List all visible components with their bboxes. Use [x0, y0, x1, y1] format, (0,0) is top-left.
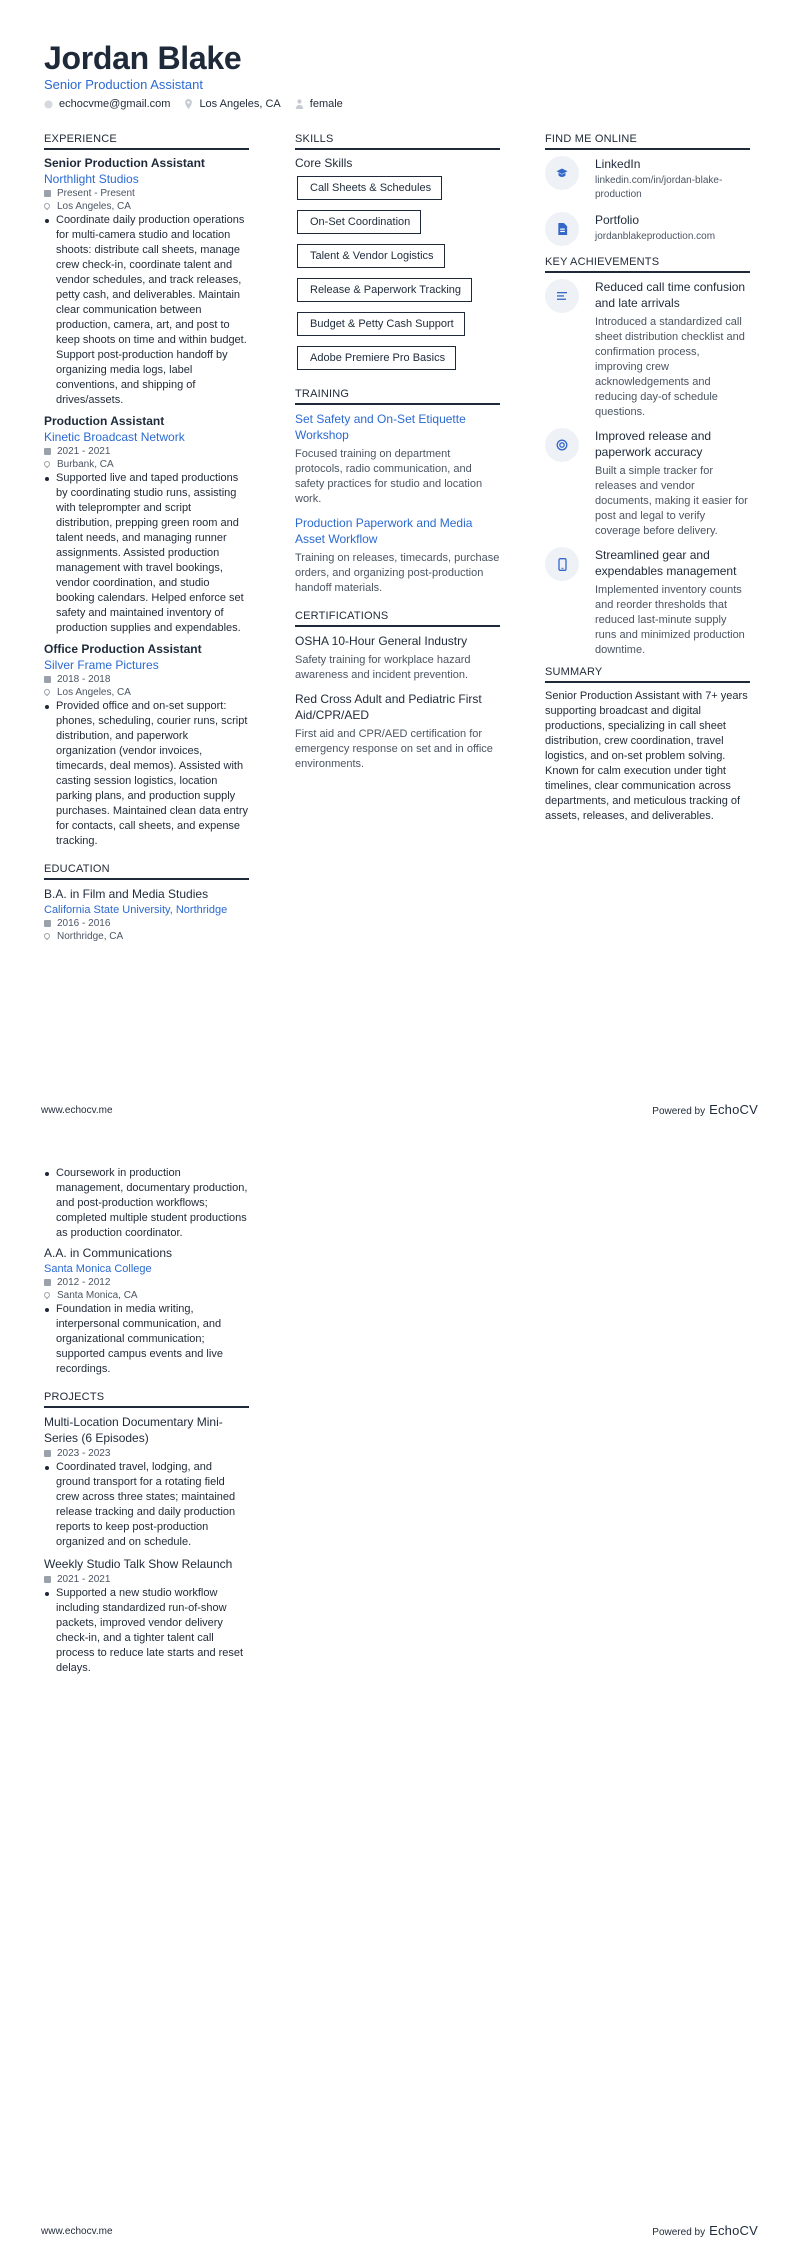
powered-by-text: Powered by — [652, 2227, 706, 2238]
project-bullet: Supported a new studio workflow including standardized run-of-show packets, improved vendor delivery check-in, and a tighter talent call process to reduce late starts and reset delays. — [44, 1586, 249, 1676]
calendar-icon — [44, 676, 51, 683]
project-bullet: Coordinated travel, lodging, and ground transport for a rotating field crew across three states; maintained release tracking and daily production reports to keep post-production organized and on schedule. — [44, 1460, 249, 1550]
contact-location — [184, 98, 280, 110]
resume-page-2 — [0, 1123, 794, 2246]
training-description: Focused training on department protocols, radio communication, and safety practices for studio and location work. — [295, 448, 483, 505]
gender-text: female — [309, 98, 343, 110]
job-role: Senior Production Assistant — [44, 156, 205, 170]
dates-text: 2021 - 2021 — [57, 446, 111, 457]
achievement-description: Built a simple tracker for releases and vendor documents, making it easier for post and legal to verify coverage before delivery. — [595, 465, 748, 537]
achievements-heading: KEY ACHIEVEMENTS — [545, 256, 750, 273]
calendar-icon — [44, 190, 51, 197]
experience-item — [44, 642, 249, 849]
skills-list — [295, 176, 500, 380]
training-title: Production Paperwork and Media Asset Workflow — [295, 516, 473, 546]
footer-site[interactable]: www.echocv.me — [41, 1105, 113, 1116]
dates-text: Present - Present — [57, 188, 135, 199]
footer-site[interactable]: www.echocv.me — [41, 2226, 113, 2237]
location-text: Los Angeles, CA — [57, 687, 131, 698]
achievement-title: Streamlined gear and expendables management — [595, 548, 737, 578]
calendar-icon — [44, 1279, 51, 1286]
dates-text: 2023 - 2023 — [57, 1448, 111, 1459]
project-title: Weekly Studio Talk Show Relaunch — [44, 1557, 233, 1571]
calendar-icon — [44, 920, 51, 927]
location-text: Los Angeles, CA — [199, 98, 281, 110]
skill-tag: Release & Paperwork Tracking — [297, 278, 472, 302]
right-column — [545, 133, 750, 824]
degree: B.A. in Film and Media Studies — [44, 887, 209, 901]
job-location — [44, 459, 249, 470]
dates-text: 2018 - 2018 — [57, 674, 111, 685]
contact-row — [44, 98, 357, 110]
email-text: echocvme@gmail.com — [59, 98, 171, 110]
summary-heading: SUMMARY — [545, 666, 750, 683]
project-item — [44, 1556, 249, 1676]
job-location — [44, 687, 249, 698]
project-dates — [44, 1574, 249, 1585]
dates-text: 2016 - 2016 — [57, 918, 111, 929]
candidate-title: Senior Production Assistant — [44, 77, 203, 92]
education-bullet: Foundation in media writing, interpersonal communication, and organizational communication; supported campus events and live recordings. — [44, 1302, 249, 1377]
link-url: jordanblakeproduction.com — [595, 231, 716, 242]
location-pin-icon — [44, 203, 50, 211]
location-pin-icon — [184, 100, 193, 109]
experience-item — [44, 414, 249, 636]
project-title: Multi-Location Documentary Mini-Series (6 Episodes) — [44, 1415, 223, 1445]
school: California State University, Northridge — [44, 904, 228, 916]
candidate-name: Jordan Blake — [44, 40, 242, 76]
location-text: Los Angeles, CA — [57, 201, 131, 212]
link-url: linkedin.com/in/jordan-blake-production — [595, 175, 723, 200]
achievement-item — [545, 428, 750, 539]
training-heading: TRAINING — [295, 388, 500, 405]
job-bullet: Supported live and taped productions by coordinating studio runs, assisting with teleprompter and script distribution, prepping green room and talent needs, and managing runner assignments. Assisted production management with travel bookings, vendor coordination, and studio booking calendars. Helped enforce set safety and maintained inventory of production supplies and expendables. — [44, 471, 249, 636]
calendar-icon — [44, 1450, 51, 1457]
education-bullet: Coursework in production management, documentary production, and post-production workflows; completed multiple student productions as production coordinator. — [44, 1166, 249, 1241]
portfolio-link[interactable] — [545, 212, 750, 246]
achievement-item — [545, 547, 750, 658]
skills-heading: SKILLS — [295, 133, 500, 150]
linkedin-link[interactable] — [545, 156, 750, 202]
certification-description: Safety training for workplace hazard awareness and incident prevention. — [295, 654, 471, 681]
achievement-title: Improved release and paperwork accuracy — [595, 429, 712, 459]
school: Santa Monica College — [44, 1263, 152, 1275]
job-company: Silver Frame Pictures — [44, 658, 159, 672]
experience-item — [44, 156, 249, 408]
brand-logo: EchoCV — [709, 1102, 758, 1117]
experience-heading: EXPERIENCE — [44, 133, 249, 150]
location-text: Northridge, CA — [57, 931, 124, 942]
location-pin-icon — [44, 461, 50, 469]
location-text: Santa Monica, CA — [57, 1290, 138, 1301]
achievement-description: Implemented inventory counts and reorder thresholds that reduced last-minute supply runs and minimized production downtime. — [595, 584, 745, 656]
dates-text: 2021 - 2021 — [57, 1574, 111, 1585]
lines-icon — [545, 279, 579, 313]
job-role: Production Assistant — [44, 414, 165, 428]
contact-gender — [295, 98, 343, 110]
education-item — [44, 1245, 249, 1377]
job-dates — [44, 188, 249, 199]
job-location — [44, 201, 249, 212]
training-description: Training on releases, timecards, purchase orders, and organizing post-production handoff materials. — [295, 552, 500, 594]
location-pin-icon — [44, 689, 50, 697]
person-icon — [295, 100, 304, 109]
middle-column — [295, 133, 500, 780]
edu-location — [44, 931, 249, 942]
achievement-description: Introduced a standardized call sheet distribution checklist and confirmation process, improving crew acknowledgements and reducing day-of schedule questions. — [595, 316, 745, 418]
left-column — [44, 133, 249, 948]
footer-powered — [652, 2223, 758, 2238]
job-dates — [44, 674, 249, 685]
skill-tag: On-Set Coordination — [297, 210, 421, 234]
dates-text: 2012 - 2012 — [57, 1277, 111, 1288]
job-company: Kinetic Broadcast Network — [44, 430, 185, 444]
job-company: Northlight Studios — [44, 172, 139, 186]
mail-icon — [44, 100, 53, 109]
phone-icon — [545, 547, 579, 581]
edu-location — [44, 1290, 249, 1301]
location-pin-icon — [44, 1292, 50, 1300]
education-item — [44, 886, 249, 942]
edu-dates — [44, 918, 249, 929]
link-title: LinkedIn — [595, 157, 641, 171]
link-title: Portfolio — [595, 213, 640, 227]
powered-by-text: Powered by — [652, 1106, 706, 1117]
skill-tag: Adobe Premiere Pro Basics — [297, 346, 456, 370]
skill-tag: Call Sheets & Schedules — [297, 176, 442, 200]
skills-subheading: Core Skills — [295, 156, 353, 170]
find-me-heading: FIND ME ONLINE — [545, 133, 750, 150]
achievement-item — [545, 279, 750, 420]
graduation-cap-icon — [545, 156, 579, 190]
job-role: Office Production Assistant — [44, 642, 202, 656]
skill-tag: Budget & Petty Cash Support — [297, 312, 465, 336]
project-dates — [44, 1448, 249, 1459]
projects-heading: PROJECTS — [44, 1391, 249, 1408]
left-column-continued — [44, 1165, 249, 1682]
certification-description: First aid and CPR/AED certification for emergency response on set and in office environments. — [295, 728, 493, 770]
document-icon — [545, 212, 579, 246]
location-pin-icon — [44, 933, 50, 941]
edu-dates — [44, 1277, 249, 1288]
target-icon — [545, 428, 579, 462]
project-item — [44, 1414, 249, 1550]
certification-title: OSHA 10-Hour General Industry — [295, 634, 468, 648]
achievement-title: Reduced call time confusion and late arrivals — [595, 280, 746, 310]
training-title: Set Safety and On-Set Etiquette Workshop — [295, 412, 466, 442]
certification-title: Red Cross Adult and Pediatric First Aid/CPR/AED — [295, 692, 482, 722]
location-text: Burbank, CA — [57, 459, 114, 470]
certifications-heading: CERTIFICATIONS — [295, 610, 500, 627]
footer-powered — [652, 1102, 758, 1117]
summary-text: Senior Production Assistant with 7+ years supporting broadcast and digital productions, specializing in call sheet distribution, crew coordination, travel logistics, and on-set problem solving. Known for calm execution under tight timelines, clear communication across departments, and meticulous tracking of assets, releases, and deliverables. — [545, 690, 748, 822]
job-bullet: Provided office and on-set support: phones, scheduling, courier runs, script distribution, and paperwork organization (vendor invoices, timecards, deal memos). Assisted with casting session logistics, location parking plans, and production supply purchases. Maintained clean data entry for contacts, call sheets, and expense tracking. — [44, 699, 249, 849]
degree: A.A. in Communications — [44, 1246, 173, 1260]
job-bullet: Coordinate daily production operations for multi-camera studio and location shoots: distribute call sheets, manage crew check-in, coordinate talent and vendor schedules, and track releases, petty cash, and deliverables. Maintain clear communication between production, camera, art, and post to keep shoots on time and within budget. Support post-production handoff by organizing media logs, label conventions, and shipping of drives/assets. — [44, 213, 249, 408]
education-heading: EDUCATION — [44, 863, 249, 880]
calendar-icon — [44, 448, 51, 455]
calendar-icon — [44, 1576, 51, 1583]
contact-email[interactable] — [44, 98, 170, 110]
skill-tag: Talent & Vendor Logistics — [297, 244, 445, 268]
brand-logo: EchoCV — [709, 2223, 758, 2238]
job-dates — [44, 446, 249, 457]
